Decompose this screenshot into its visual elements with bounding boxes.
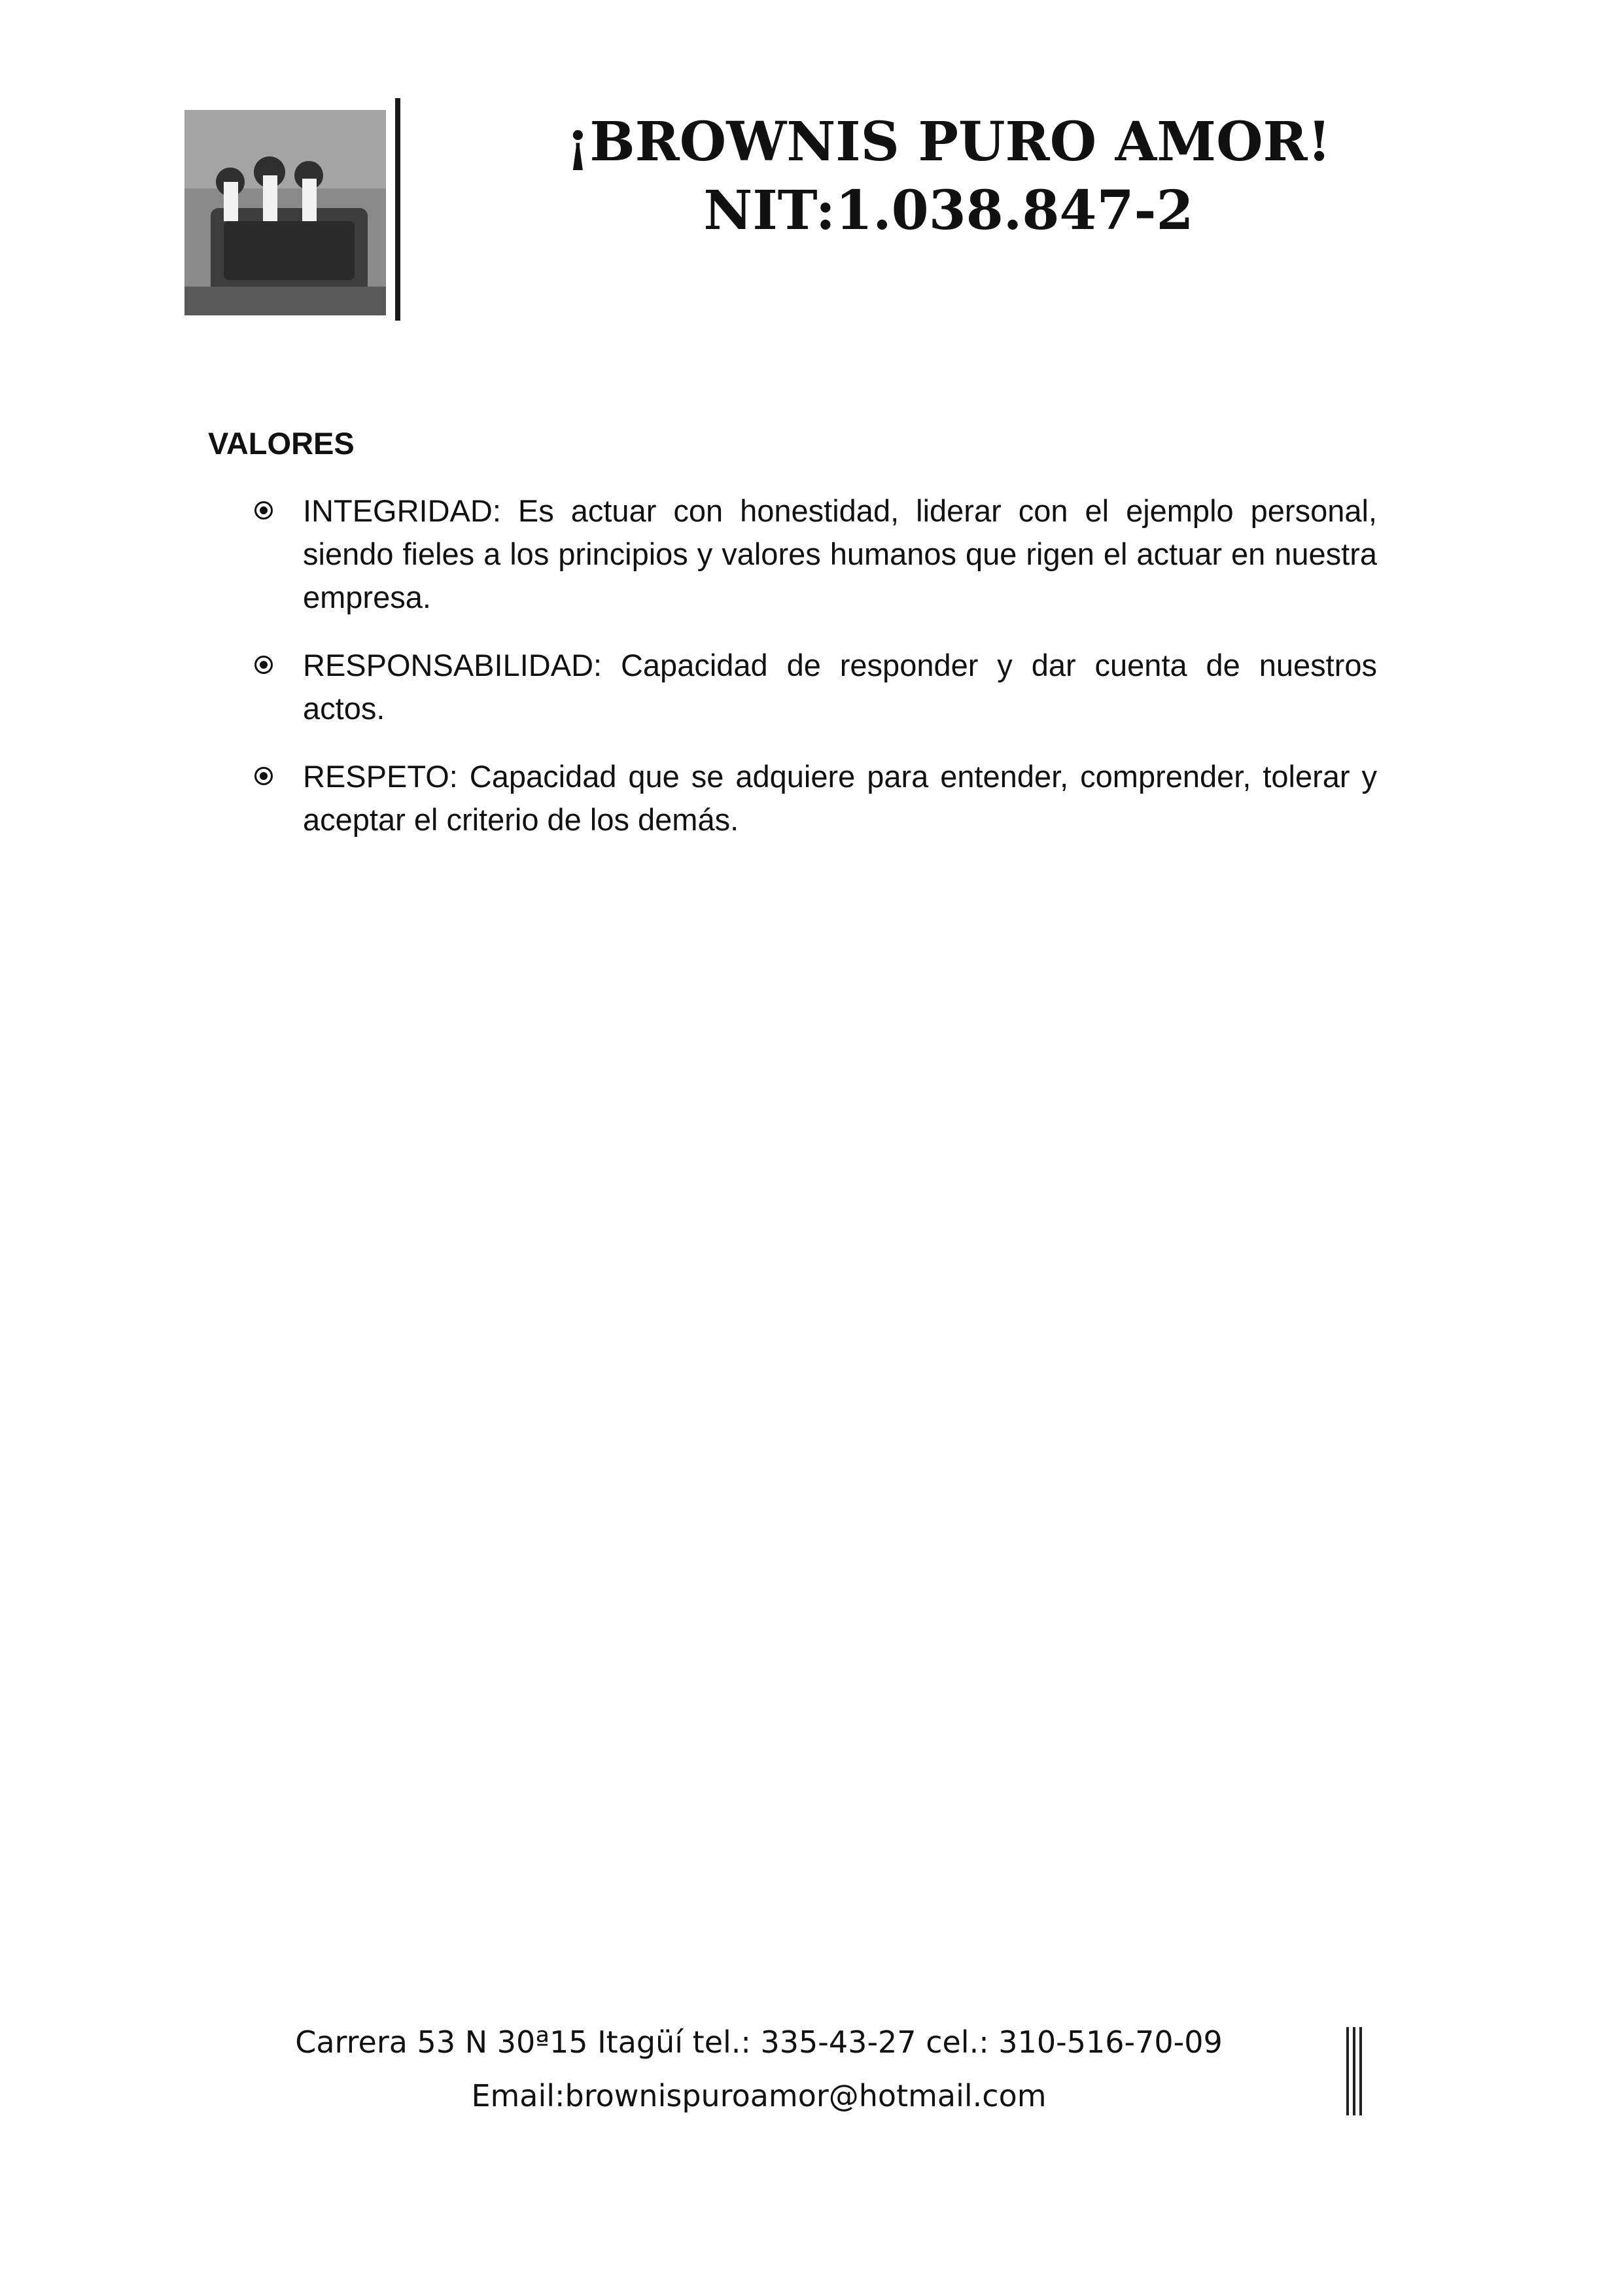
contact-footer [236,2015,1282,2123]
company-name: ¡BROWNIS PURO AMOR! [566,111,1331,173]
value-item-respeto [252,755,1377,841]
value-item-responsabilidad [252,644,1377,730]
email-line: Email:brownispuroamor@hotmail.com [471,2078,1047,2113]
value-text: RESPETO: Capacidad que se adquiere para entender, comprender, tolerar y aceptar el criterio de los demás. [303,759,1377,837]
company-logo-photo [184,110,386,315]
address-phone-line: Carrera 53 N 30ª15 Itagüí tel.: 335-43-27 cel.: 310-516-70-09 [295,2024,1223,2060]
brownies-photo-icon [184,110,386,315]
header-divider [395,98,400,321]
values-list [252,489,1377,841]
values-heading: VALORES [208,426,355,461]
value-text: RESPONSABILIDAD: Capacidad de responder y dar cuenta de nuestros actos. [303,648,1377,726]
circle-bullet-icon [254,767,273,785]
value-item-integridad [252,489,1377,619]
value-text: INTEGRIDAD: Es actuar con honestidad, liderar con el ejemplo personal, siendo fieles a los principios y valores humanos que rigen el actuar en nuestra empresa. [303,493,1377,614]
company-header [458,108,1439,245]
company-nit: NIT:1.038.847-2 [703,179,1194,242]
footer-divider-lines [1345,2027,1365,2115]
circle-bullet-icon [254,501,273,520]
circle-bullet-icon [254,656,273,674]
